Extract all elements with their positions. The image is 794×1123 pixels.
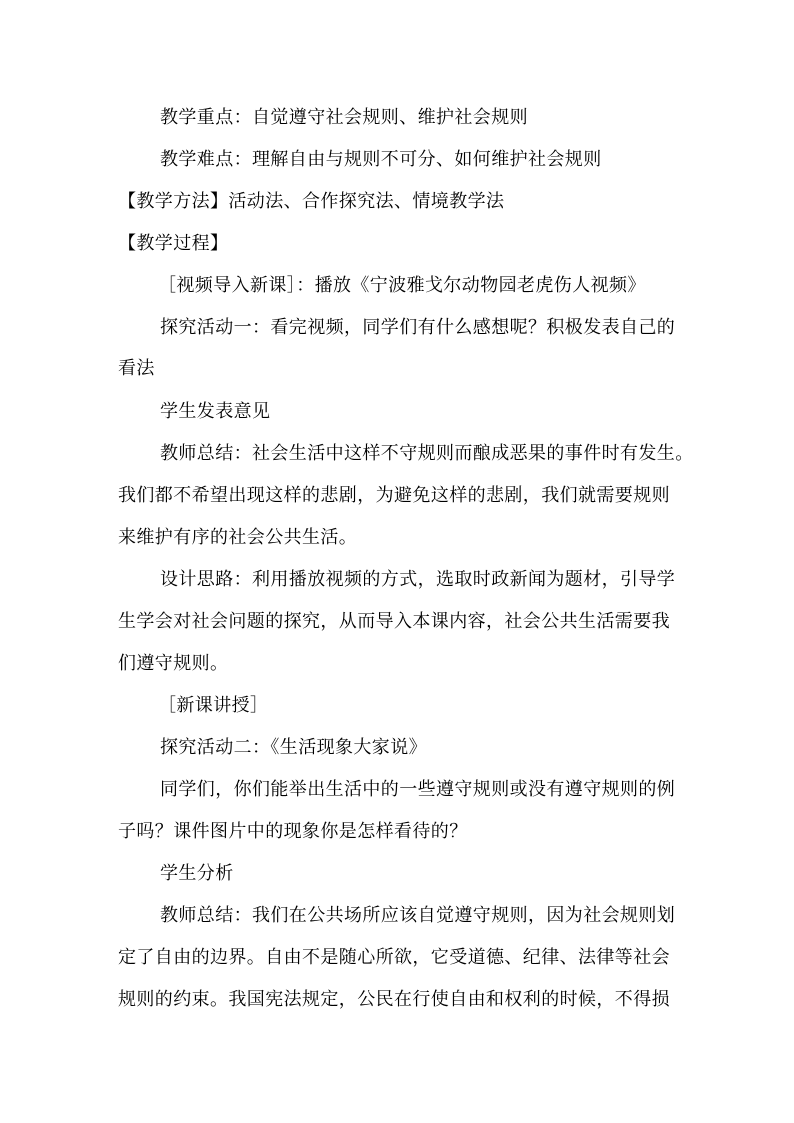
text-line: 看法 — [118, 358, 155, 379]
text-line: 子吗？课件图片中的现象你是怎样看待的？ — [118, 821, 468, 842]
text-line: 探究活动二：《生活现象大家说》 — [160, 737, 427, 758]
text-line: 教师总结：我们在公共场所应该自觉遵守规则，因为社会规则划 — [160, 905, 676, 926]
text-line: 定了自由的边界。自由不是随心所欲，它受道德、纪律、法律等社会 — [118, 947, 670, 968]
text-line: 来维护有序的社会公共生活。 — [118, 527, 358, 548]
text-line: 设计思路：利用播放视频的方式，选取时政新闻为题材，引导学 — [160, 569, 676, 590]
text-line: 生学会对社会问题的探究，从而导入本课内容，社会公共生活需要我 — [118, 611, 670, 632]
section-heading: 【教学过程】 — [118, 233, 229, 254]
text-line: 们遵守规则。 — [118, 653, 229, 674]
text-line: 教学难点：理解自由与规则不可分、如何维护社会规则 — [160, 149, 602, 170]
text-line: 教师总结：社会生活中这样不守规则而酿成恶果的事件时有发生。 — [160, 443, 694, 464]
text-line: 同学们，你们能举出生活中的一些遵守规则或没有遵守规则的例 — [160, 779, 676, 800]
text-line: 教学重点：自觉遵守社会规则、维护社会规则 — [160, 107, 528, 128]
text-line: 规则的约束。我国宪法规定，公民在行使自由和权利的时候，不得损 — [118, 989, 670, 1010]
text-line: 探究活动一：看完视频，同学们有什么感想呢？积极发表自己的 — [160, 317, 676, 338]
text-line: 学生分析 — [160, 863, 234, 884]
section-heading: 【教学方法】活动法、合作探究法、情境教学法 — [118, 191, 505, 212]
text-line: 学生发表意见 — [160, 401, 271, 422]
text-line: ［新课讲授］ — [158, 695, 269, 716]
text-line: 我们都不希望出现这样的悲剧，为避免这样的悲剧，我们就需要规则 — [118, 485, 670, 506]
text-line: ［视频导入新课］：播放《宁波雅戈尔动物园老虎伤人视频》 — [158, 275, 646, 296]
